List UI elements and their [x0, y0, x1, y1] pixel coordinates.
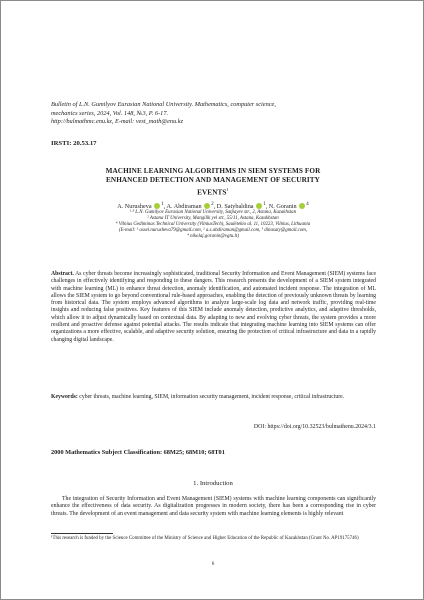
- affiliations: [45, 210, 381, 240]
- introduction-text: The integration of Security Information and Event Management (SIEM) systems with machine learning components can significantly enhance the effectiveness of data security. As digitalization progresses in modern society, there has been a corresponding rise in cyber threats. The development of an event management and data security system with machine learning elements is highly relevant: [51, 496, 376, 517]
- author-1: [117, 203, 164, 210]
- author-affiliation-mark: 1: [161, 201, 164, 207]
- irsti-code: IRSTI: 20.53.17: [51, 140, 97, 147]
- author-2: [167, 203, 214, 210]
- author-affiliation-mark: 1: [263, 201, 266, 207]
- author-name: A. Abdiraman: [166, 203, 202, 211]
- author-name: D. Satybaldina: [216, 203, 254, 211]
- journal-line-3: http://bulmathmc.enu.kz, E-mail: vest_math@enu.kz: [51, 118, 184, 126]
- keywords-label: Keywords:: [51, 394, 78, 400]
- author-4: [269, 203, 309, 210]
- orcid-icon[interactable]: [204, 203, 210, 209]
- footnote-divider: [51, 533, 113, 534]
- footnote: ¹This research is funded by the Science Committee of the Ministry of Science and Higher Education of the Republic of Kazakhstan (Grant No. AP19175746): [51, 536, 359, 541]
- journal-line-1: Bulletin of L.N. Gumilyov Eurasian National University. Mathematics, computer science,: [51, 101, 276, 108]
- page-number: 6: [211, 561, 215, 567]
- abstract-label: Abstract.: [51, 271, 74, 277]
- msc-classification: 2000 Mathematics Subject Classification: 68M25; 68M10; 68T01: [51, 449, 225, 456]
- author-3: [217, 203, 266, 210]
- journal-line-2: mechanics series, 2024, Vol. 148, №3, P. 6-17.: [51, 109, 169, 117]
- author-name: N. Goranin: [268, 203, 297, 211]
- title-line-2: ENHANCED DETECTION AND MANAGEMENT OF SECURITY: [106, 176, 320, 184]
- orcid-icon[interactable]: [256, 203, 262, 209]
- paper-title: [41, 167, 385, 197]
- author-name: A. Nurusheva: [117, 203, 152, 211]
- title-line-1: MACHINE LEARNING ALGORITHMS IN SIEM SYSTEMS FOR: [105, 167, 321, 175]
- title-footnote-mark: 1: [226, 187, 229, 192]
- orcid-icon[interactable]: [154, 203, 160, 209]
- doi-link[interactable]: DOI: https://doi.org/10.32523/bulmathenu.2024/3.1: [253, 424, 376, 430]
- affiliation-emails: (E-mail: ¹ assel.nurusheva79@gmail.com, ² a.s.abdiraman@gmail.com, ³ dinasaty@gmail.com,: [118, 228, 308, 234]
- author-list: A. Nurusheva $^1$, A. Abdiraman $^2$, D. Satybaldina $^1$, N. Goranin $^4$: [117, 201, 309, 211]
- title-line-3: EVENTS: [197, 188, 227, 197]
- author-affiliation-mark: 4: [306, 201, 309, 207]
- affiliation-line: ¹·³ L.N. Gumilyov Eurasian National University, Satpayev str., 2, Astana, Kazakhstan: [129, 210, 297, 215]
- journal-header: [51, 101, 381, 127]
- section-heading: 1. Introduction: [193, 480, 233, 487]
- affiliation-line: ² Astana IT University, Mangilik yel str., 55/11, Astana, Kazakhstan: [147, 216, 279, 222]
- keywords: [51, 394, 376, 401]
- orcid-icon[interactable]: [299, 203, 305, 209]
- affiliation-line: ⁴ Vilnius Gediminas Technical University (VilniusTech), Saulėtekio al. 11, 10223, Vilnius, Lithuania: [115, 222, 311, 228]
- affiliation-emails: ⁴ nikolaj.goranin@vgtu.lt): [187, 234, 239, 240]
- abstract: [51, 271, 376, 344]
- abstract-text: As cyber threats become increasingly sophisticated, traditional Security Information and Event Management (SIEM) systems face challenges in effectively identifying and responding to these dangers. This research presents the development of a SIEM system integrated with machine learning (ML) to enhance threat detection, anomaly identification, and automated incident response. The integration of ML allows the SIEM system to go beyond conventional rule-based approaches, enabling the detection of previously unknown threats by learning from historical data. The system employs advanced algorithms to analyze large-scale log data and network traffic, providing real-time insights and reducing false positives. Key features of this SIEM include anomaly detection, predictive analytics, and adaptive thresholds, which allow it to adjust dynamically based on contextual data. By adapting to new and evolving cyber threats, the system provides a more resilient and proactive defense against potential attacks. The results indicate that integrating machine learning into SIEM systems can offer organizations a more effective, scalable, and adaptive security solution, ensuring the protection of critical infrastructure and data in a rapidly changing digital landscape.: [51, 271, 376, 343]
- author-affiliation-mark: 2: [211, 201, 214, 207]
- keywords-text: cyber threats, machine learning, SIEM, information security management, incident response, critical infrastructure.: [79, 394, 345, 400]
